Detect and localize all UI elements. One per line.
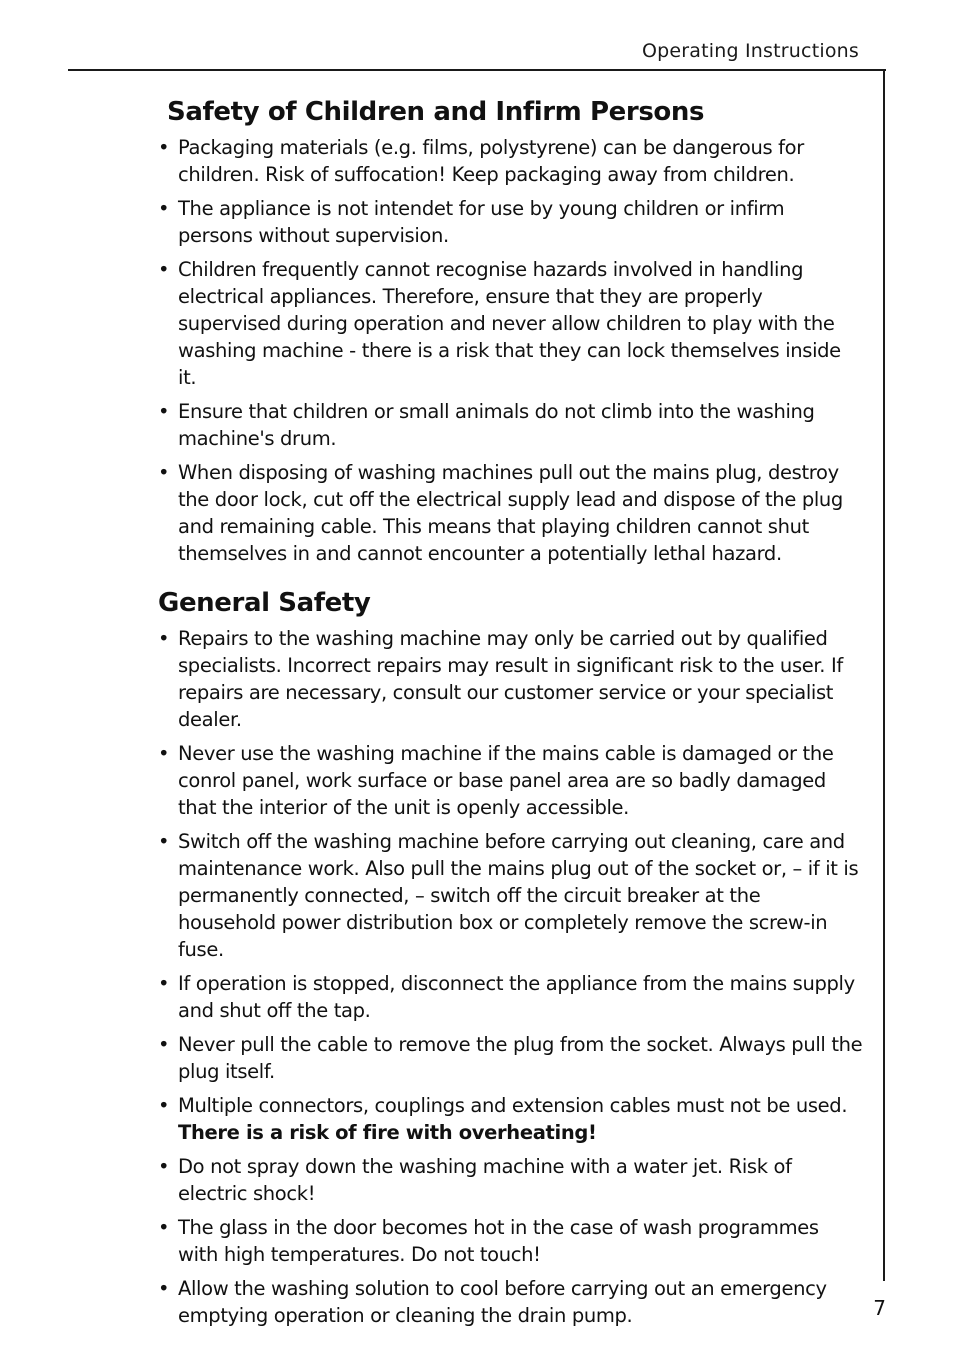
general-safety-list bbox=[158, 625, 863, 1329]
list-item: • If operation is stopped, disconnect the appliance from the mains supply and shut off the tap. bbox=[158, 970, 863, 1024]
list-item: • Packaging materials (e.g. films, polystyrene) can be dangerous for children. Risk of suffocation! Keep packaging away from children. bbox=[158, 134, 863, 188]
header-rule bbox=[68, 69, 886, 71]
right-margin-rule bbox=[883, 69, 885, 1281]
list-item: • Never use the washing machine if the mains cable is damaged or the conrol panel, work surface or base panel area are so badly damaged that the interior of the unit is openly accessible. bbox=[158, 740, 863, 821]
list-item: • Children frequently cannot recognise hazards involved in handling electrical appliances. Therefore, ensure that they are properly supervised during operation and never allow children to play with the washing machine - there is a risk that they can lock themselves inside it. bbox=[158, 256, 863, 391]
list-item: • Ensure that children or small animals do not climb into the washing machine's drum. bbox=[158, 398, 863, 452]
list-item bbox=[158, 1092, 863, 1146]
fire-risk-warning: There is a risk of fire with overheating! bbox=[178, 1121, 597, 1144]
child-safety-list bbox=[158, 134, 863, 567]
section-heading-child-safety: Safety of Children and Infirm Persons bbox=[167, 97, 705, 127]
list-item: • Repairs to the washing machine may only be carried out by qualified specialists. Incorrect repairs may result in significant risk to the user. If repairs are necessary, consult our customer service or your specialist dealer. bbox=[158, 625, 863, 733]
list-item: • Switch off the washing machine before carrying out cleaning, care and maintenance work. Also pull the mains plug out of the socket or, – if it is permanently connected, – switch off the circuit breaker at the household power distribution box or completely remove the screw-in fuse. bbox=[158, 828, 863, 963]
list-item: • The glass in the door becomes hot in the case of wash programmes with high temperatures. Do not touch! bbox=[158, 1214, 863, 1268]
running-header: Operating Instructions bbox=[641, 40, 859, 62]
list-item: • Do not spray down the washing machine with a water jet. Risk of electric shock! bbox=[158, 1153, 863, 1207]
page-content bbox=[158, 90, 863, 1336]
list-item: • When disposing of washing machines pull out the mains plug, destroy the door lock, cut off the electrical supply lead and dispose of the plug and remaining cable. This means that playing children cannot shut themselves in and cannot encounter a potentially lethal hazard. bbox=[158, 459, 863, 567]
list-item-text: Multiple connectors, couplings and extension cables must not be used. bbox=[178, 1094, 848, 1117]
list-item: • Never pull the cable to remove the plug from the socket. Always pull the plug itself. bbox=[158, 1031, 863, 1085]
section-heading-general-safety: General Safety bbox=[158, 588, 371, 618]
list-item: • Allow the washing solution to cool before carrying out an emergency emptying operation or cleaning the drain pump. bbox=[158, 1275, 863, 1329]
list-item: • The appliance is not intendet for use by young children or infirm persons without supervision. bbox=[158, 195, 863, 249]
page-number: 7 bbox=[873, 1296, 886, 1320]
